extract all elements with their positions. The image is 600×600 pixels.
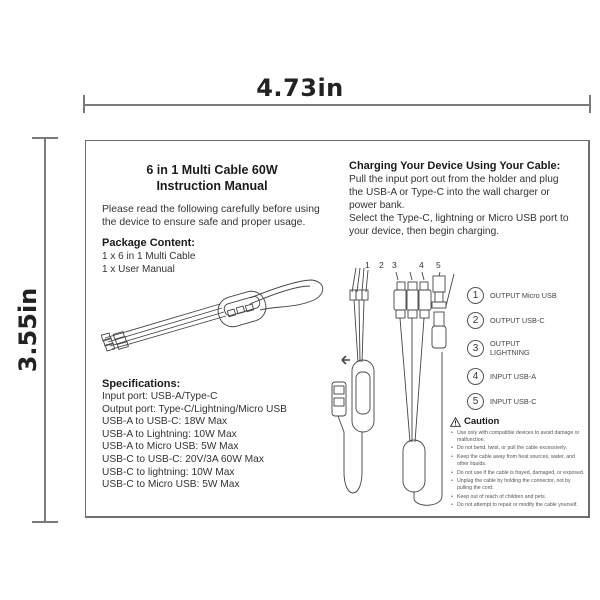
legend-number-circle: 1 — [467, 287, 484, 304]
spec-item: Input port: USB-A/Type-C — [102, 391, 218, 402]
package-item: 1 x 6 in 1 Multi Cable — [102, 251, 196, 262]
port-number-1: 1 — [365, 260, 370, 270]
legend-label: INPUT USB-A — [490, 371, 537, 381]
caution-item: • Unplug the cable by holding the connector, not by pulling the cord. — [450, 478, 585, 491]
spec-item: USB-A to Lightning: 10W Max — [102, 428, 237, 440]
legend-item-5 — [467, 389, 577, 413]
cable-holder-illustration — [330, 262, 390, 512]
legend-number-circle: 2 — [467, 312, 484, 329]
manual-intro — [102, 203, 322, 229]
spec-item: USB-C to lightning: 10W Max — [102, 466, 235, 478]
manual-title-line1: 6 in 1 Multi Cable 60W — [146, 163, 278, 177]
width-dimension-label: 4.73in — [256, 74, 344, 102]
manual-title-line2: Instruction Manual — [156, 179, 268, 193]
package-content-heading: Package Content: — [102, 237, 195, 249]
height-dimension-tick-top — [32, 137, 58, 139]
caution-item: • Keep out of reach of children and pets. — [450, 494, 585, 501]
manual-title — [102, 162, 322, 194]
legend-number-circle: 4 — [467, 368, 484, 385]
caution-section — [450, 416, 585, 511]
port-legend — [467, 283, 577, 414]
legend-label-line: LIGHTNING — [490, 348, 530, 357]
height-dimension-tick-bottom — [32, 521, 58, 523]
charging-line: Pull the input port out from the holder and plug — [349, 174, 559, 185]
legend-item-4 — [467, 364, 577, 388]
warning-triangle-icon — [450, 417, 461, 427]
charging-heading: Charging Your Device Using Your Cable: — [349, 160, 561, 172]
cable-package-illustration — [100, 276, 330, 356]
charging-line: power bank. — [349, 200, 405, 211]
package-content-section — [102, 236, 322, 276]
specifications-section — [102, 377, 322, 492]
width-dimension-line — [84, 104, 590, 106]
legend-label: OUTPUT USB-C — [490, 315, 545, 325]
charging-section — [349, 159, 574, 238]
spec-item: USB-C to USB-C: 20V/3A 60W Max — [102, 453, 264, 465]
caution-item: • Use only with compatible devices to avoid damage or malfunction. — [450, 430, 585, 443]
port-number-4: 4 — [419, 260, 424, 270]
width-dimension-tick-right — [589, 95, 591, 113]
charging-line: Select the Type-C, lightning or Micro USB port to — [349, 213, 569, 224]
caution-item: • Do not attempt to repair or modify the cable yourself. — [450, 502, 585, 509]
caution-header — [450, 416, 585, 427]
legend-label-line: OUTPUT — [490, 339, 520, 348]
package-item: 1 x User Manual — [102, 264, 175, 275]
intro-line: Please read the following carefully before using — [102, 204, 320, 215]
intro-line: the device to ensure safe and proper usage. — [102, 217, 306, 228]
legend-number-circle: 3 — [467, 340, 484, 357]
port-number-3: 3 — [392, 260, 397, 270]
spec-item: USB-A to USB-C: 18W Max — [102, 416, 228, 428]
width-dimension-tick-left — [83, 95, 85, 113]
legend-label: INPUT USB-C — [490, 396, 537, 406]
charging-line: your device, then begin charging. — [349, 226, 500, 237]
cable-ports-illustration — [388, 272, 458, 507]
charging-line: the USB-A or Type-C into the wall charger or — [349, 187, 550, 198]
port-number-2: 2 — [379, 260, 384, 270]
specifications-heading: Specifications: — [102, 378, 181, 390]
legend-number-circle: 5 — [467, 393, 484, 410]
legend-item-3 — [467, 333, 577, 363]
legend-item-2 — [467, 308, 577, 332]
port-number-5: 5 — [436, 260, 441, 270]
legend-label — [490, 339, 530, 357]
caution-item: • Keep the cable away from heat sources, water, and other liquids. — [450, 454, 585, 467]
spec-item: USB-A to Micro USB: 5W Max — [102, 441, 239, 453]
height-dimension-line — [44, 137, 46, 522]
legend-item-1 — [467, 283, 577, 307]
manual-header — [102, 162, 322, 229]
spec-item: Output port: Type-C/Lightning/Micro USB — [102, 403, 287, 415]
caution-heading: Caution — [464, 416, 500, 427]
caution-item: • Do not bend, twist, or pull the cable excessively. — [450, 445, 585, 452]
spec-item: USB-C to Micro USB: 5W Max — [102, 479, 240, 491]
height-dimension-label: 3.55in — [14, 287, 42, 373]
caution-item: • Do not use if the cable is frayed, damaged, or exposed. — [450, 470, 585, 477]
caution-list — [450, 430, 585, 509]
legend-label: OUTPUT Micro USB — [490, 290, 557, 300]
